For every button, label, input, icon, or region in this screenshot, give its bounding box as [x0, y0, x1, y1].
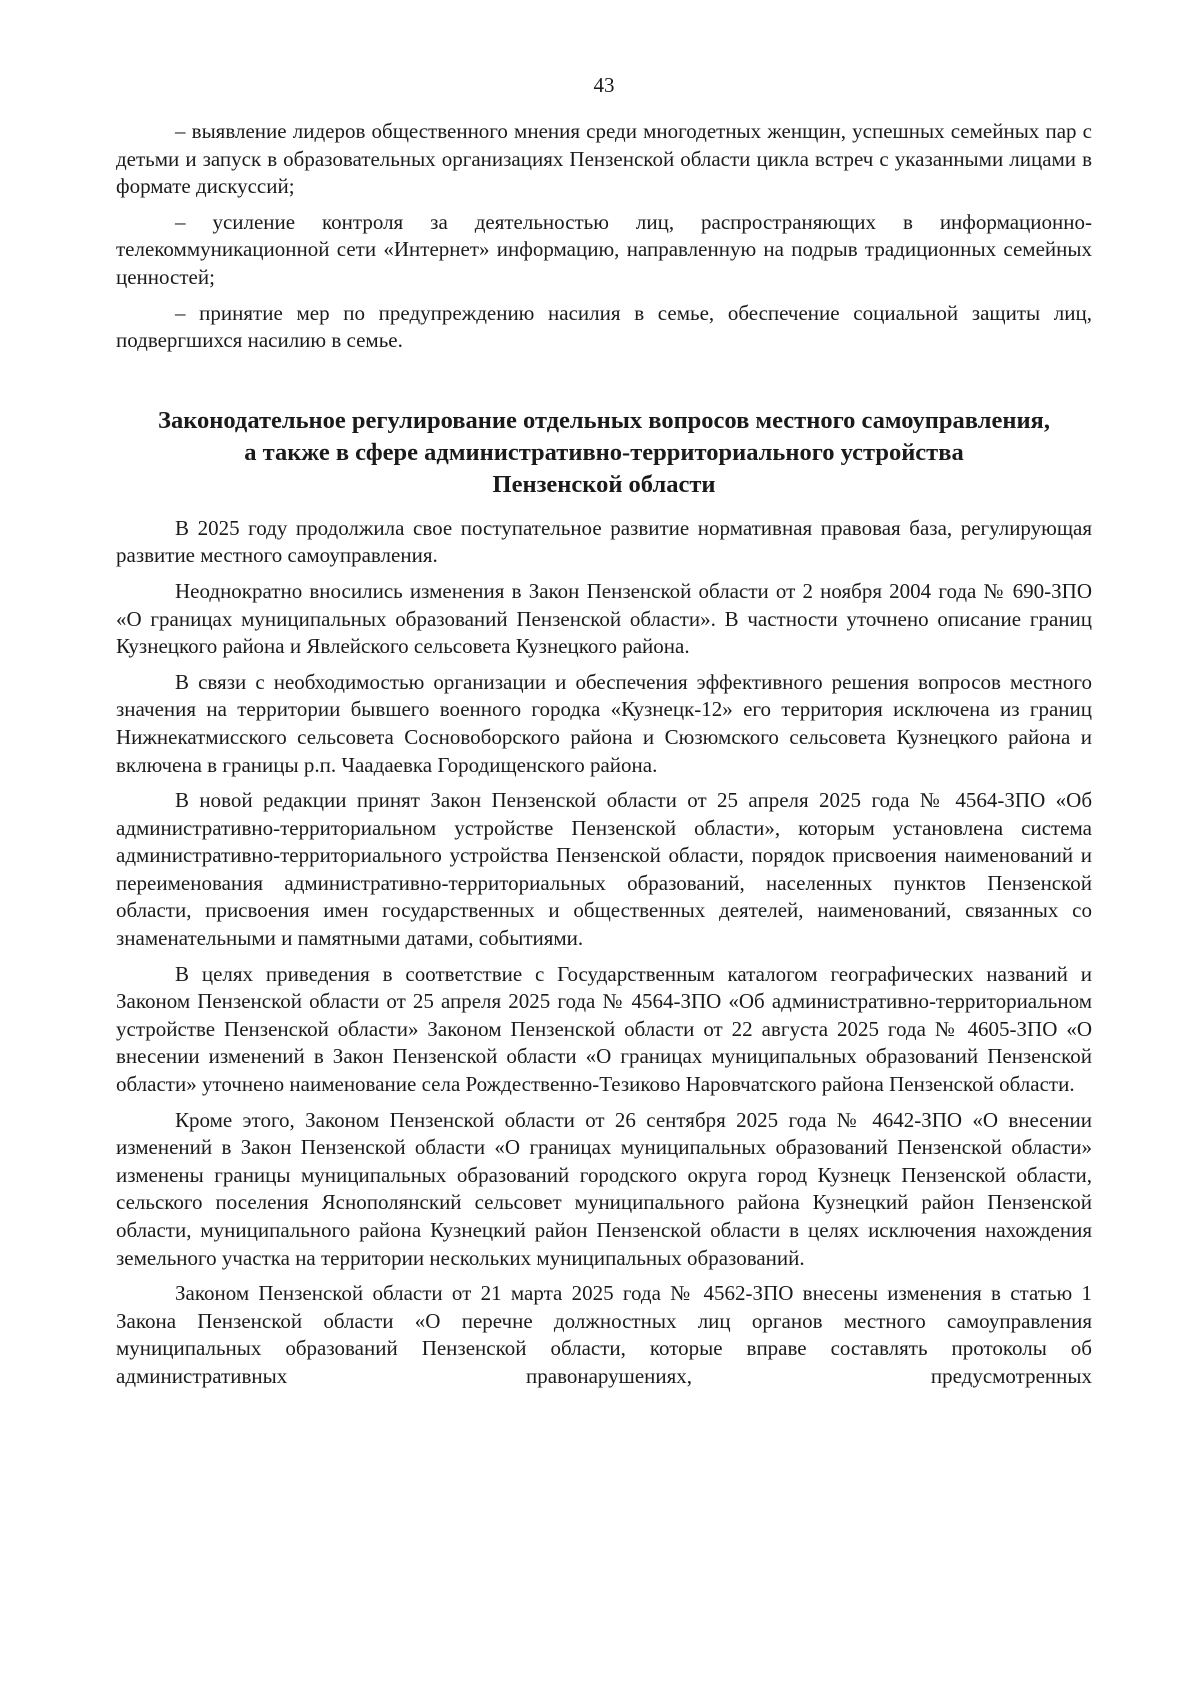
- paragraph-main-6: Кроме этого, Законом Пензенской области от 26 сентября 2025 года № 4642-ЗПО «О внесении изменений в Закон Пензенской области «О границах муниципальных образований Пензенской области» изменены границы муниципальных образований городского округа город Кузнецк Пензенской области, сельского поселения Яснополянский сельсовет муниципального района Кузнецкий район Пензенской области, муниципального района Кузнецкий район Пензенской области в целях исключения нахождения земельного участка на территории нескольких муниципальных образований.: [116, 1107, 1092, 1270]
- section-heading-line-2: а также в сфере административно-территориального устройства: [244, 438, 964, 466]
- paragraph-main-3: В связи с необходимостью организации и обеспечения эффективного решения вопросов местного значения на территории бывшего военного городка «Кузнецк-12» его территория исключена из границ Нижнекатмисского сельсовета Сосновоборского района и Сюзюмского сельсовета Кузнецкого района и включена в границы р.п. Чаадаевка Городищенского района.: [116, 669, 1092, 777]
- paragraph-main-2: Неоднократно вносились изменения в Закон Пензенской области от 2 ноября 2004 года № 690-ЗПО «О границах муниципальных образований Пензенской области». В частности уточнено описание границ Кузнецкого района и Явлейского сельсовета Кузнецкого района.: [116, 578, 1092, 659]
- section-heading-line-1: Законодательное регулирование отдельных вопросов местного самоуправления,: [158, 406, 1050, 434]
- paragraph-main-4: В новой редакции принят Закон Пензенской области от 25 апреля 2025 года № 4564-ЗПО «Об административно-территориальном устройстве Пензенской области», которым установлена система административно-территориального устройства Пензенской области, порядок присвоения наименований и переименования административно-территориальных образований, населенных пунктов Пензенской области, присвоения имен государственных и общественных деятелей, наименований, связанных со знаменательными и памятными датами, событиями.: [116, 788, 1092, 951]
- section-heading: [116, 405, 1092, 501]
- paragraph-top-3: – принятие мер по предупреждению насилия в семье, обеспечение социальной защиты лиц, подвергшихся насилию в семье.: [116, 300, 1092, 353]
- section-heading-line-3: Пензенской области: [492, 470, 716, 498]
- paragraph-main-7: Законом Пензенской области от 21 марта 2025 года № 4562-ЗПО внесены изменения в статью 1 Закона Пензенской области «О перечне должностных лиц органов местного самоуправления муниципальных образований Пензенской области, которые вправе составлять протоколы об административных правонарушениях, предусмотренных: [116, 1281, 1092, 1388]
- paragraph-main-5: В целях приведения в соответствие с Государственным каталогом географических названий и Законом Пензенской области от 25 апреля 2025 года № 4564-ЗПО «Об административно-территориальном устройстве Пензенской области» Законом Пензенской области от 22 августа 2025 года № 4605-ЗПО «О внесении изменений в Закон Пензенской области «О границах муниципальных образований Пензенской области» уточнено наименование села Рождественно-Тезиково Наровчатского района Пензенской области.: [116, 961, 1092, 1097]
- paragraph-top-2: – усиление контроля за деятельностью лиц, распространяющих в информационно-телекоммуникационной сети «Интернет» информацию, направленную на подрыв традиционных семейных ценностей;: [116, 209, 1092, 289]
- paragraph-top-1: – выявление лидеров общественного мнения среди многодетных женщин, успешных семейных пар с детьми и запуск в образовательных организациях Пензенской области цикла встреч с указанными лицами в формате дискуссий;: [116, 119, 1092, 199]
- page-number: 43: [593, 73, 615, 97]
- paragraph-main-1: В 2025 году продолжила свое поступательное развитие нормативная правовая база, регулирующая развитие местного самоуправления.: [116, 515, 1092, 568]
